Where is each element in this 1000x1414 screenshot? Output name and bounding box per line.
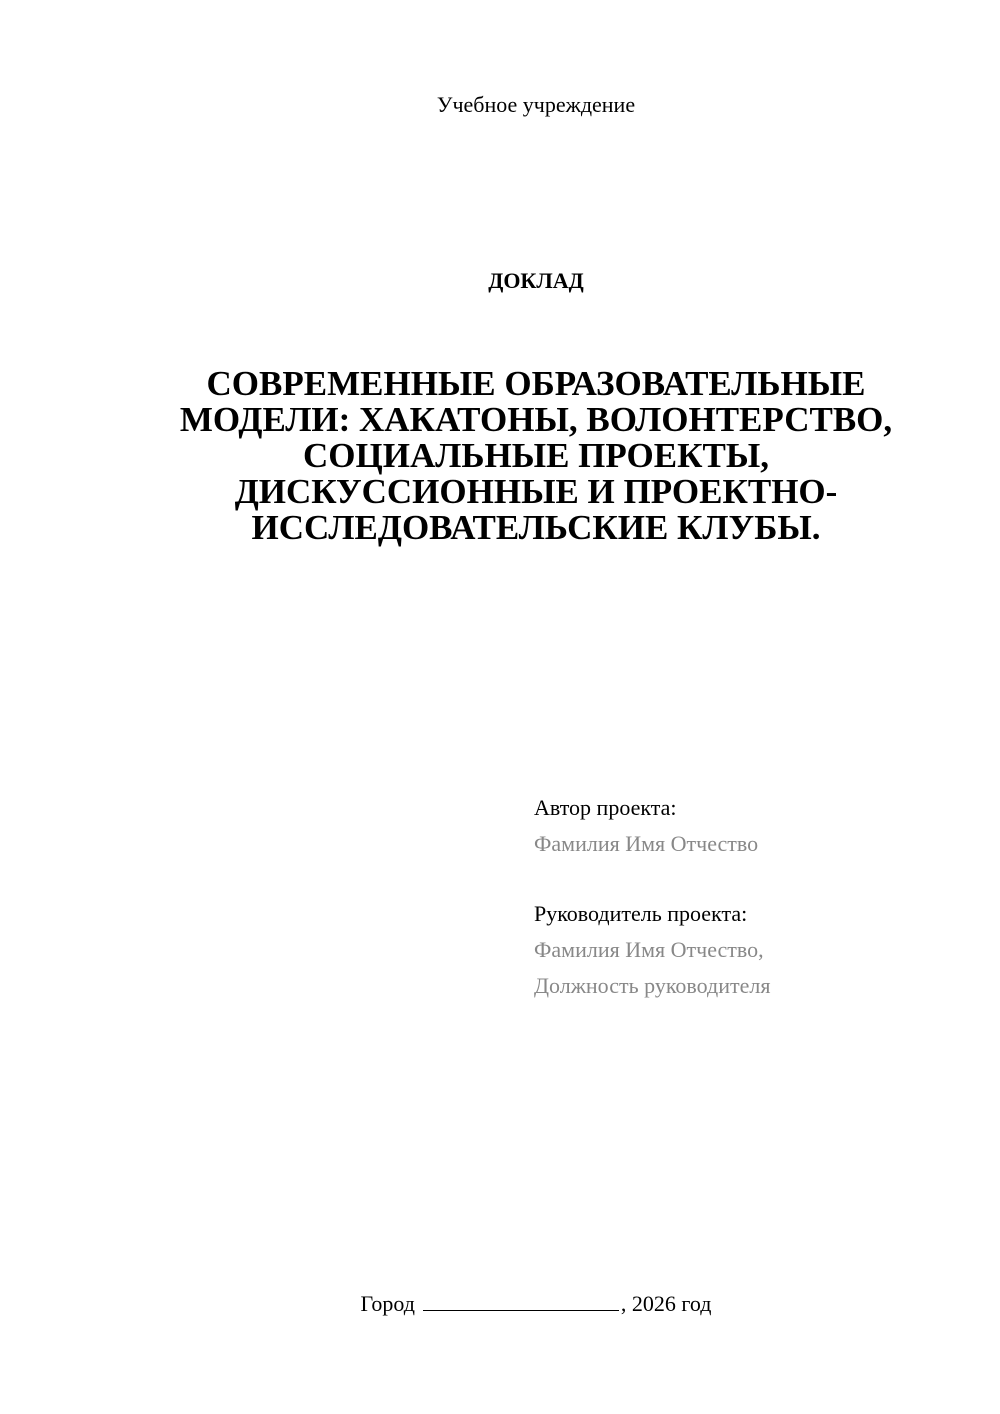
year-text: , 2026 год	[620, 1291, 712, 1316]
supervisor-name: Фамилия Имя Отчество,	[534, 937, 764, 962]
city-label: Город	[360, 1291, 415, 1316]
credits-block	[534, 790, 974, 1004]
supervisor-position: Должность руководителя	[534, 973, 771, 998]
footer-city-year	[36, 1290, 1000, 1317]
credits-spacer	[534, 862, 974, 896]
city-blank-line	[423, 1290, 619, 1311]
document-type: ДОКЛАД	[488, 268, 584, 293]
document-title: СОВРЕМЕННЫЕ ОБРАЗОВАТЕЛЬНЫЕ МОДЕЛИ: ХАКАТОНЫ, ВОЛОНТЕРСТВО, СОЦИАЛЬНЫЕ ПРОЕКТЫ, ДИСКУССИОННЫЕ И ПРОЕКТНО-ИССЛЕДОВАТЕЛЬСКИЕ КЛУБЫ.	[179, 364, 893, 547]
author-name: Фамилия Имя Отчество	[534, 831, 759, 856]
supervisor-label: Руководитель проекта:	[534, 901, 748, 926]
author-label: Автор проекта:	[534, 795, 677, 820]
institution-name: Учебное учреждение	[436, 92, 636, 117]
